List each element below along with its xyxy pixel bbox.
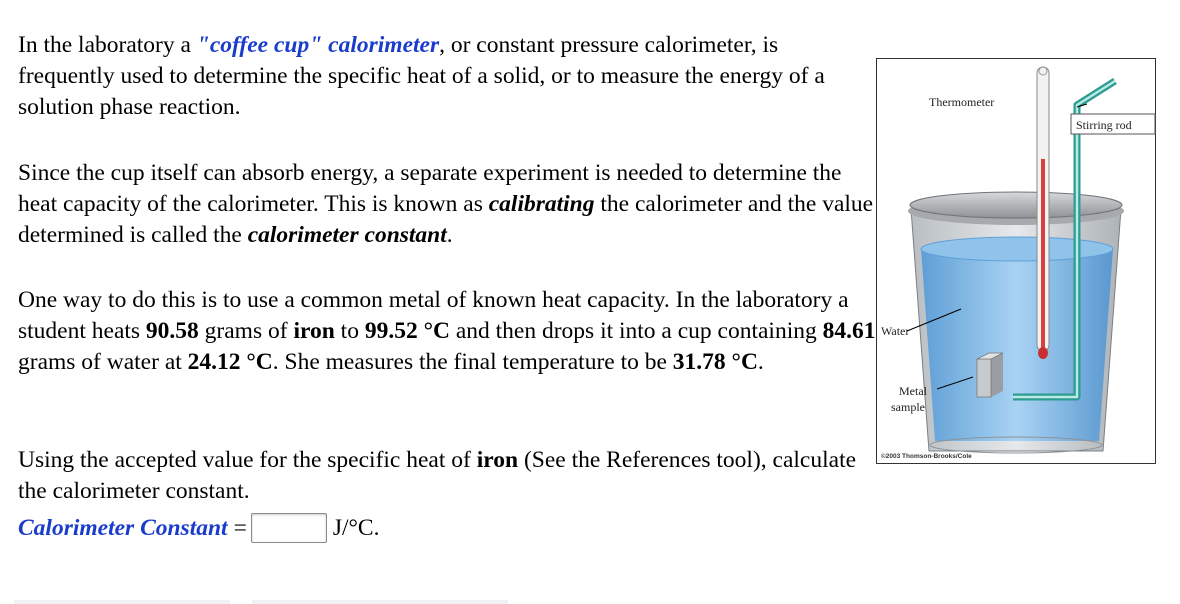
metal-name: iron [293, 318, 335, 344]
calorimeter-figure [876, 58, 1156, 464]
calib-text-2: the calorimeter and the value determined is called the [18, 191, 874, 248]
question-paragraph [18, 445, 878, 507]
metal-sample [991, 353, 1003, 397]
calibrating-term: calibrating [488, 191, 595, 217]
final-temp-value: 31.78 °C [672, 349, 758, 375]
metal-mass-value: 90.58 [145, 318, 199, 344]
question-text-2: (See the References tool), calculate the calorimeter constant. [18, 447, 857, 504]
exp-text-5: grams of water at [18, 349, 188, 375]
water-label: Water [881, 324, 910, 338]
calib-text-1: Since the cup itself can absorb energy, a separate experiment is needed to determine the heat capacity of the calorimeter. This is known as [18, 160, 842, 217]
equals-sign: = [233, 515, 247, 541]
coffee-cup-term: "coffee cup" calorimeter [196, 32, 440, 58]
thermometer-mercury [1041, 159, 1045, 351]
water-mass-value: 84.61 [822, 318, 876, 344]
unit-label: J/°C. [332, 515, 380, 541]
bottom-scroll-hint-1 [14, 600, 230, 604]
metal-label-line2: sample [891, 400, 925, 414]
water [921, 249, 1113, 441]
intro-paragraph [18, 30, 878, 123]
calibration-paragraph [18, 158, 878, 251]
intro-text-1: In the laboratory a [18, 32, 197, 58]
exp-text-7: . [757, 349, 764, 375]
exp-text-3: to [334, 318, 365, 344]
stirring-rod-label: Stirring rod [1076, 118, 1132, 132]
bottom-scroll-hint-2 [252, 600, 508, 604]
metal-temp-value: 99.52 °C [364, 318, 450, 344]
metal-label-line1: Metal [899, 384, 927, 398]
exp-text-1: One way to do this is to use a common metal of known heat capacity. In the laboratory a student heats [18, 287, 849, 344]
calib-text-3: . [446, 222, 453, 248]
question-text-1: Using the accepted value for the specific heat of [18, 447, 477, 473]
copyright-credit: ©2003 Thomson-Brooks/Cole [881, 453, 972, 460]
calorimeter-constant-input[interactable] [251, 513, 327, 543]
lid [910, 192, 1122, 218]
answer-row [18, 511, 379, 545]
calorimeter-constant-term: calorimeter constant [247, 222, 447, 248]
question-metal-name: iron [476, 447, 519, 473]
exp-text-2: grams of [198, 318, 294, 344]
experiment-paragraph [18, 285, 878, 378]
thermometer-label: Thermometer [929, 95, 995, 109]
exp-text-4: and then drops it into a cup containing [449, 318, 823, 344]
exp-text-6: . She measures the final temperature to be [272, 349, 673, 375]
water-temp-value: 24.12 °C [187, 349, 273, 375]
water-surface [921, 237, 1113, 261]
intro-text-2: , or constant pressure calorimeter, is frequently used to determine the specific heat of a solid, or to measure the energy of a solution phase reaction. [18, 32, 825, 120]
calorimeter-constant-label: Calorimeter Constant [18, 515, 228, 541]
calorimeter-illustration [877, 59, 1157, 465]
